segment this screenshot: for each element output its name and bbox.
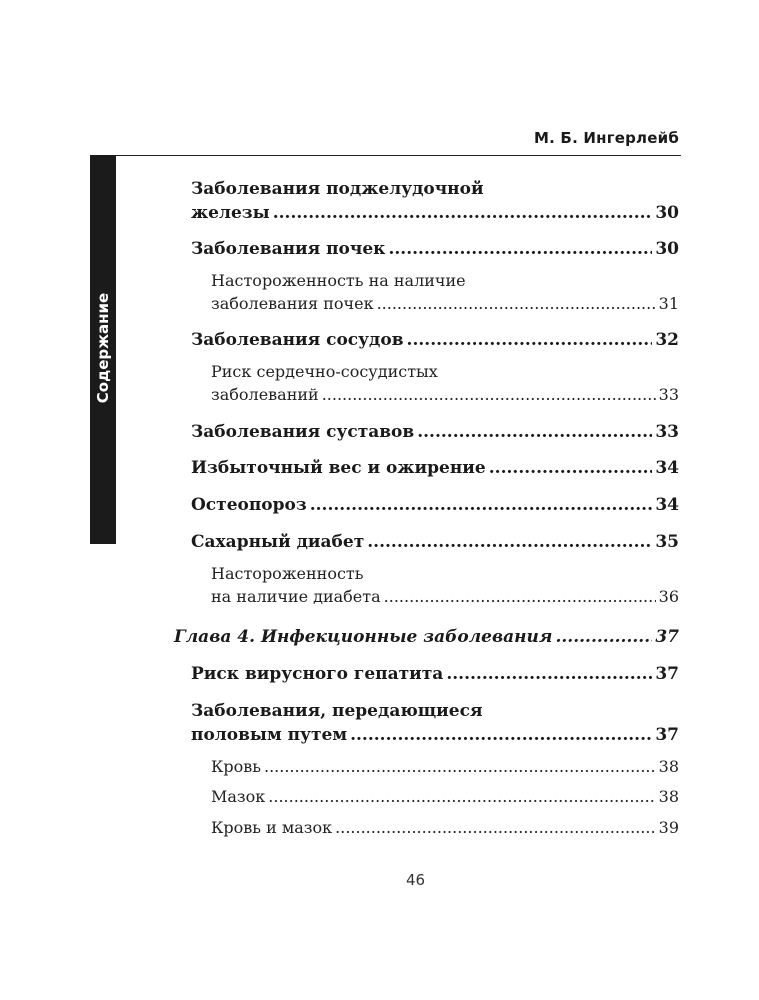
toc-entry-title: железы xyxy=(191,203,270,223)
dot-leader xyxy=(335,817,655,839)
toc-page-number: 39 xyxy=(658,818,679,837)
toc-entry[interactable] xyxy=(191,238,679,260)
page-number: 46 xyxy=(405,871,426,889)
toc-entry-title: Избыточный вес и ожирение xyxy=(191,458,486,478)
toc-entry[interactable] xyxy=(191,663,679,685)
toc-page-number: 36 xyxy=(658,587,679,606)
toc-entry-title: Мазок xyxy=(211,787,266,806)
toc-page-number: 33 xyxy=(658,385,679,404)
toc-entry[interactable] xyxy=(211,586,679,608)
running-header-author: М. Б. Ингерлейб xyxy=(533,129,679,147)
toc-page-number: 37 xyxy=(655,664,679,684)
toc-page-number: 35 xyxy=(655,532,679,552)
dot-leader xyxy=(407,329,653,351)
dot-leader xyxy=(350,724,652,746)
dot-leader xyxy=(377,293,656,315)
toc-entry[interactable] xyxy=(191,329,679,351)
toc-entry-line1: Настороженность на наличие xyxy=(211,271,466,290)
toc-entry-title: заболевания почек xyxy=(211,294,374,313)
dot-leader xyxy=(268,786,655,808)
toc-entry-line1: Риск сердечно-сосудистых xyxy=(211,362,438,381)
side-tab-label: Содержание xyxy=(94,292,112,404)
toc-entry[interactable] xyxy=(191,457,679,479)
dot-leader xyxy=(384,586,656,608)
dot-leader xyxy=(388,238,652,260)
toc-page-number: 34 xyxy=(655,495,679,515)
toc-page-number: 31 xyxy=(658,294,679,313)
toc-page-number: 30 xyxy=(655,203,679,223)
toc-entry[interactable] xyxy=(191,531,679,553)
toc-entry-title: на наличие диабета xyxy=(211,587,381,606)
toc-entry-line1: Заболевания, передающиеся xyxy=(191,701,483,721)
toc-page-number: 37 xyxy=(655,627,679,647)
toc-entry[interactable] xyxy=(211,817,679,839)
toc-entry-title: Заболевания почек xyxy=(191,239,386,259)
toc-page-number: 38 xyxy=(658,757,679,776)
dot-leader xyxy=(322,384,656,406)
toc-page-number: 37 xyxy=(655,725,679,745)
toc-entry-title: Заболевания суставов xyxy=(191,422,415,442)
toc-entry-title: заболеваний xyxy=(211,385,319,404)
toc-entry-title: Заболевания сосудов xyxy=(191,330,404,350)
dot-leader xyxy=(367,531,652,553)
dot-leader xyxy=(446,663,652,685)
toc-entry[interactable] xyxy=(191,494,679,516)
toc-entry[interactable] xyxy=(211,786,679,808)
toc-entry-title: Кровь и мазок xyxy=(211,818,333,837)
dot-leader xyxy=(310,494,653,516)
toc-page-number: 38 xyxy=(658,787,679,806)
toc-entry-line1: Заболевания поджелудочной xyxy=(191,179,484,199)
dot-leader xyxy=(273,202,653,224)
toc-entry-title: Риск вирусного гепатита xyxy=(191,664,444,684)
toc-entry[interactable] xyxy=(191,421,679,443)
toc-entry-line1: Настороженность xyxy=(211,564,364,583)
toc-entry[interactable] xyxy=(191,724,679,746)
toc-entry[interactable] xyxy=(211,293,679,315)
toc-chapter-entry[interactable] xyxy=(174,626,679,648)
toc-page-number: 34 xyxy=(655,458,679,478)
toc-entry[interactable] xyxy=(211,756,679,778)
toc-entry-title: Остеопороз xyxy=(191,495,307,515)
toc-page-number: 33 xyxy=(655,422,679,442)
toc-entry[interactable] xyxy=(191,202,679,224)
toc-page-number: 30 xyxy=(655,239,679,259)
toc-entry[interactable] xyxy=(211,384,679,406)
dot-leader xyxy=(417,421,652,443)
dot-leader xyxy=(264,756,656,778)
toc-page-number: 32 xyxy=(655,330,679,350)
toc-entry-title: Сахарный диабет xyxy=(191,532,365,552)
toc-entry-title: половым путем xyxy=(191,725,348,745)
dot-leader xyxy=(555,626,652,648)
dot-leader xyxy=(489,457,653,479)
toc-chapter-title: Глава 4. Инфекционные заболевания xyxy=(174,627,553,647)
toc-entry-title: Кровь xyxy=(211,757,261,776)
